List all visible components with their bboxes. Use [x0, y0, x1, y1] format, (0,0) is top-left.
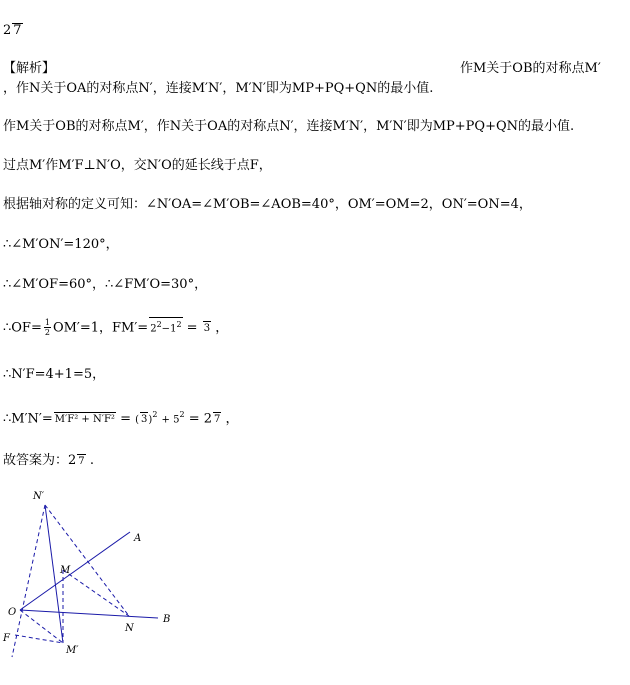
ray-oa: [20, 532, 130, 610]
segment-f-m-prime: [15, 635, 63, 643]
label-a: A: [134, 533, 142, 544]
analysis-first-tail: 作M关于OB的对称点M′: [460, 61, 601, 76]
label-o: O: [8, 607, 17, 618]
text-line-6: ∴∠M′OF=60°，∴∠FM′O=30°，: [3, 277, 208, 292]
text-line-5: ∴∠M′ON′=120°，: [3, 237, 119, 252]
segment-o-m-prime: [20, 610, 63, 643]
text-line-1: ，作N关于OA的对称点N′，连接M′N′，M′N′即为MP+PQ+QN的最小值.: [3, 81, 434, 96]
sqrt-sign: 7: [13, 23, 22, 38]
label-n-prime: N′: [33, 491, 45, 502]
text-line-9: ∴N′F=4+1=5，: [3, 367, 106, 382]
fraction: $\frac{1}{2}$: [44, 318, 50, 338]
segment-m-n: [63, 570, 129, 616]
text-line-8: ∴M′N′= M′F² + N′F² = ( $3)^2 + 5^2 = 2$ 7 ，: [3, 410, 239, 427]
label-m: M: [60, 565, 71, 576]
sqrt-sign: 7: [214, 414, 221, 426]
sqrt-sign: 3: [141, 414, 148, 426]
segment-o-n-prime: [12, 505, 45, 657]
sqrt-sign: M′F² + N′F²: [54, 414, 115, 426]
sqrt-sign: 7: [78, 456, 85, 467]
text-line-7: ∴OF= $\frac{1}{2}$ OM′=1，$FM'= 2^2-1^2 = 3$ ，: [3, 318, 229, 338]
label-n: N: [125, 623, 134, 634]
ray-ob: [20, 610, 158, 618]
text-line-4: 根据轴对称的定义可知：∠N′OA=∠M′OB=∠AOB=40°，OM′=OM=2，ON′=ON=4，: [3, 197, 532, 212]
analysis-label: 【解析】: [3, 61, 56, 76]
label-b: B: [163, 614, 171, 625]
text-line-2: 作M关于OB的对称点M′，作N关于OA的对称点N′，连接M′N′，M′N′即为MP+PQ+QN的最小值.: [3, 119, 575, 134]
label-m-prime: M′: [66, 645, 79, 656]
sqrt-sign: 3: [203, 323, 211, 335]
final-answer: 故答案为：2 7 .: [3, 453, 94, 468]
geometry-figure: [0, 485, 200, 675]
label-f: F: [3, 633, 10, 644]
answer-value: 2 7: [3, 23, 22, 38]
sqrt-sign: $2^2-1^2$: [149, 317, 182, 335]
text-line-3: 过点M′作M′F⊥N′O，交N′O的延长线于点F，: [3, 158, 272, 173]
